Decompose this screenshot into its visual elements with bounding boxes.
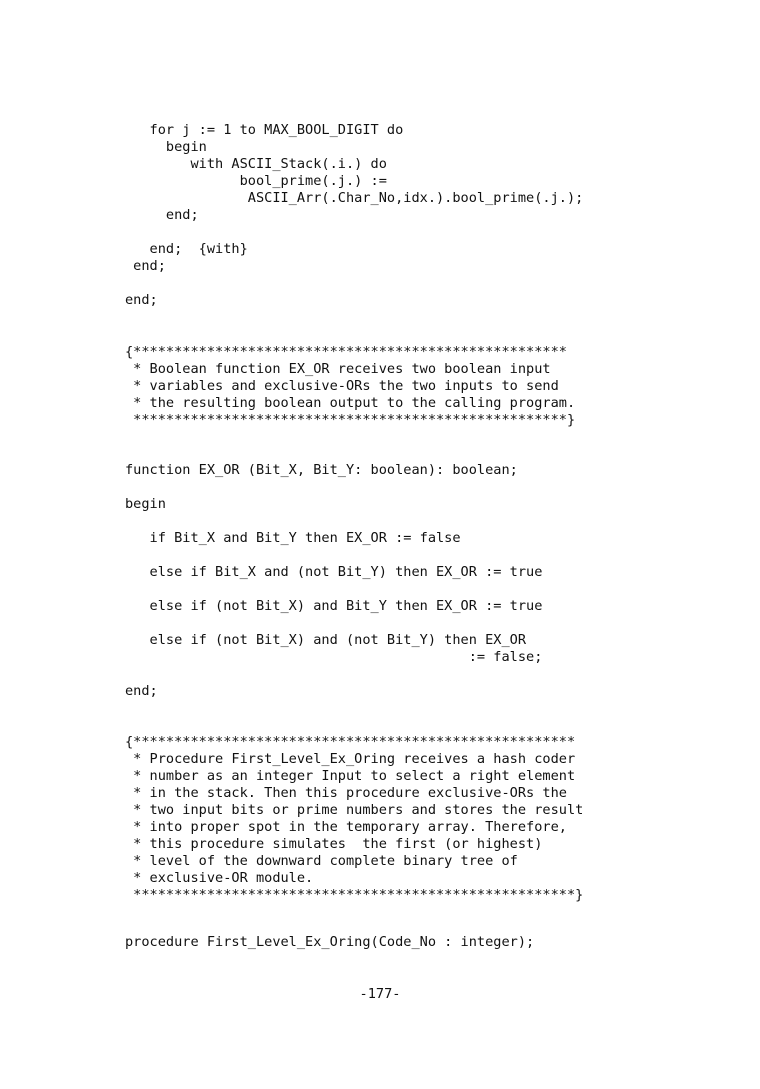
page-number: -177-: [359, 986, 401, 1002]
code-line: begin: [125, 496, 166, 512]
code-line: else if (not Bit_X) and Bit_Y then EX_OR := true: [125, 598, 543, 614]
code-line: end; {with}: [125, 241, 248, 257]
code-line: ******************************************************}: [125, 887, 584, 903]
code-line: * two input bits or prime numbers and stores the result: [125, 802, 584, 818]
code-line: *****************************************************}: [125, 412, 576, 428]
code-line: * level of the downward complete binary tree of: [125, 853, 518, 869]
code-line: * number as an integer Input to select a right element: [125, 768, 576, 784]
code-line: [125, 581, 542, 598]
code-line: [125, 547, 542, 564]
code-line: := false;: [125, 649, 543, 665]
first-level-procedure: [125, 934, 534, 951]
code-line: else if Bit_X and (not Bit_Y) then EX_OR := true: [125, 564, 543, 580]
code-line: [125, 224, 583, 241]
code-line: * the resulting boolean output to the calling program.: [125, 395, 576, 411]
code-line: [125, 513, 542, 530]
code-line: * exclusive-OR module.: [125, 870, 314, 886]
code-line: end;: [125, 683, 158, 699]
code-line: {******************************************************: [125, 734, 576, 750]
code-line: [125, 666, 542, 683]
first-level-comment: [125, 734, 583, 904]
code-line: with ASCII_Stack(.i.) do: [125, 156, 387, 172]
ex-or-function: [125, 462, 542, 700]
code-line: ASCII_Arr(.Char_No,idx.).bool_prime(.j.);: [125, 190, 584, 206]
code-line: else if (not Bit_X) and (not Bit_Y) then EX_OR: [125, 632, 527, 648]
code-line: * into proper spot in the temporary array. Therefore,: [125, 819, 567, 835]
code-line: * this procedure simulates the first (or highest): [125, 836, 543, 852]
code-line: end;: [125, 258, 166, 274]
code-line: end;: [125, 207, 199, 223]
code-line: * Boolean function EX_OR receives two boolean input: [125, 361, 551, 377]
code-line: [125, 275, 583, 292]
code-line: * in the stack. Then this procedure exclusive-ORs the: [125, 785, 567, 801]
code-line: * Procedure First_Level_Ex_Oring receives a hash coder: [125, 751, 576, 767]
code-line: if Bit_X and Bit_Y then EX_OR := false: [125, 530, 461, 546]
code-line: for j := 1 to MAX_BOOL_DIGIT do: [125, 122, 404, 138]
code-line: function EX_OR (Bit_X, Bit_Y: boolean): boolean;: [125, 462, 518, 478]
code-line: [125, 615, 542, 632]
code-line: end;: [125, 292, 158, 308]
code-block-with-loop: [125, 122, 583, 309]
code-line: * variables and exclusive-ORs the two inputs to send: [125, 378, 559, 394]
code-line: [125, 479, 542, 496]
ex-or-comment: [125, 344, 575, 429]
code-line: procedure First_Level_Ex_Oring(Code_No : integer);: [125, 934, 535, 950]
code-line: bool_prime(.j.) :=: [125, 173, 387, 189]
code-line: {*****************************************************: [125, 344, 567, 360]
code-line: begin: [125, 139, 207, 155]
